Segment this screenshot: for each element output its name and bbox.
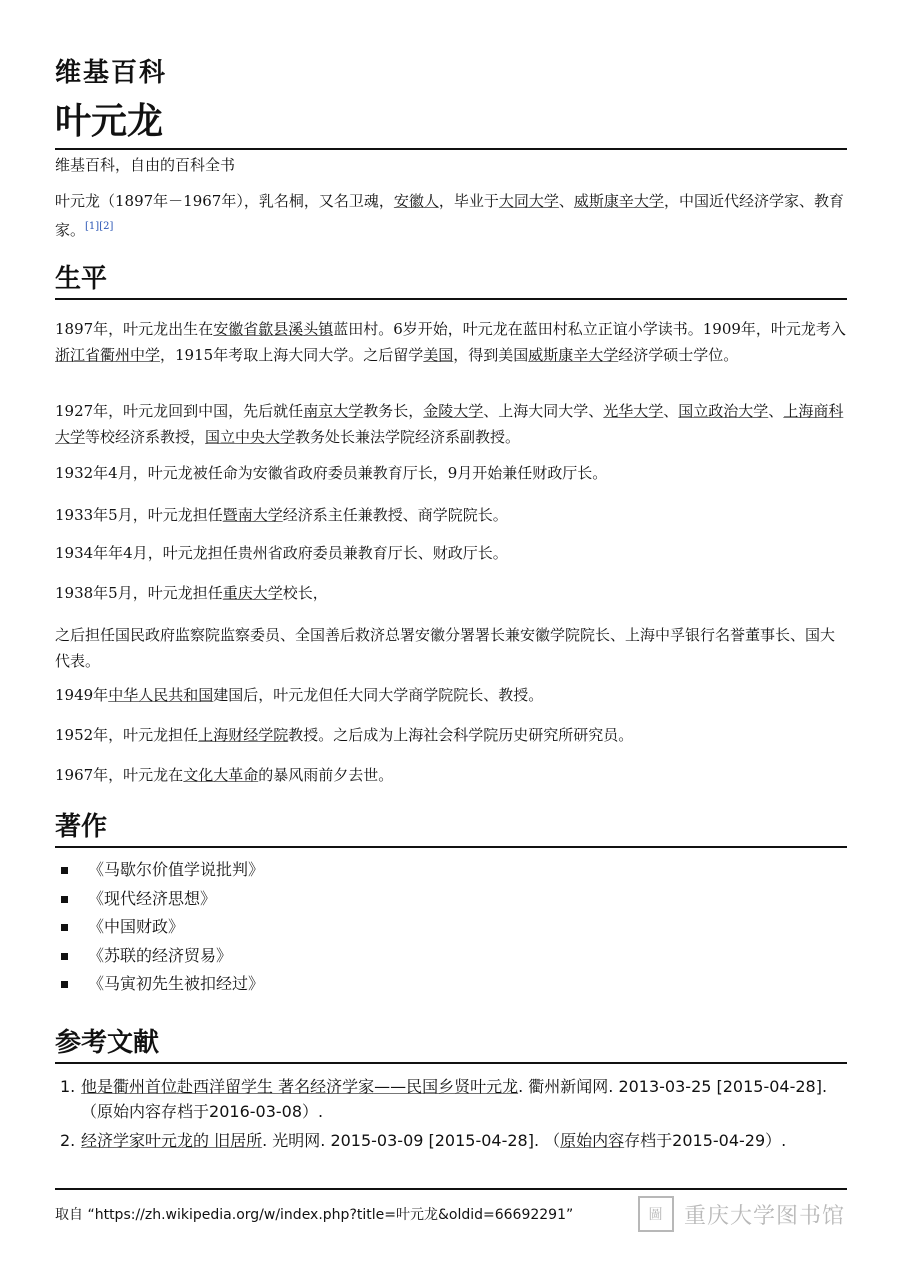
list-item xyxy=(55,970,264,999)
archive-link[interactable]: 原始内容 xyxy=(560,1131,625,1150)
life-paragraph: 1932年4月，叶元龙被任命为安徽省政府委员兼教育厅长，9月开始兼任财政厅长。 xyxy=(55,464,608,482)
link-national-political-university[interactable]: 国立政治大学 xyxy=(678,402,769,420)
life-text: 1938年5月，叶元龙担任 xyxy=(55,584,223,602)
link-quzhou-school[interactable]: 浙江省衢州中学 xyxy=(55,346,161,364)
link-nanjing-university[interactable]: 南京大学 xyxy=(303,402,364,420)
work-title: 《马寅初先生被扣经过》 xyxy=(88,974,265,993)
work-title: 《中国财政》 xyxy=(88,917,185,936)
archive-text: 原始内容存档 xyxy=(97,1102,194,1121)
watermark-text: 重庆大学图书馆 xyxy=(684,1203,846,1229)
reference-text: . 衢州新闻网. 2013-03-25 [2015-04-28]. （ xyxy=(81,1077,828,1121)
work-title: 《马歇尔价值学说批判》 xyxy=(88,860,265,879)
work-title: 《现代经济思想》 xyxy=(88,888,217,908)
life-text: 1952年，叶元龙担任 xyxy=(55,726,199,744)
link-chongqing-university[interactable]: 重庆大学 xyxy=(222,584,283,602)
life-text: 教务处长兼法学院经济系副教授。 xyxy=(295,428,521,446)
library-watermark xyxy=(638,1194,868,1234)
citation-2[interactable]: [2] xyxy=(99,221,114,232)
section-heading-life: 生平 xyxy=(55,262,847,300)
life-text: 经济系主任兼教授、商学院院长。 xyxy=(282,506,508,524)
works-list xyxy=(55,856,264,999)
link-datong-university[interactable]: 大同大学 xyxy=(498,192,559,210)
link-guanghua-university[interactable]: 光华大学 xyxy=(603,402,664,420)
life-paragraph xyxy=(55,580,847,606)
link-shanghai-commerce-university[interactable]: 上海商科大学 xyxy=(55,402,844,446)
link-national-central-university[interactable]: 国立中央大学 xyxy=(205,428,296,446)
bullet-icon xyxy=(61,896,68,903)
life-paragraph xyxy=(55,762,847,788)
source-url: 取自 “https://zh.wikipedia.org/w/index.php?title=叶元龙&oldid=66692291” xyxy=(55,1207,574,1223)
reference-number: 1. xyxy=(60,1077,76,1096)
tagline: 维基百科，自由的百科全书 xyxy=(55,156,236,174)
life-text: 教务长， xyxy=(363,402,424,420)
link-usa[interactable]: 美国 xyxy=(423,346,454,364)
intro-text: ，中国近代经济学家、教育家。 xyxy=(55,192,844,239)
life-text: 蓝田村。6岁开始，叶元龙在蓝田村私立正谊小学读书。1909年，叶元龙考入 xyxy=(333,320,846,338)
link-shanghai-finance-college[interactable]: 上海财经学院 xyxy=(198,726,289,744)
life-text: 等校经济系教授， xyxy=(85,428,206,446)
link-prc[interactable]: 中华人民共和国 xyxy=(108,686,214,704)
link-anhui-shexian[interactable]: 安徽省歙县溪头镇 xyxy=(213,320,334,338)
citation-1[interactable]: [1] xyxy=(85,221,100,232)
link-wisconsin[interactable]: 威斯康辛大学 xyxy=(528,346,619,364)
life-text: 的暴风雨前夕去世。 xyxy=(258,766,394,784)
life-text: 教授。之后成为上海社会科学院历史研究所研究员。 xyxy=(288,726,634,744)
link-jinan-university[interactable]: 暨南大学 xyxy=(222,506,283,524)
section-heading-works: 著作 xyxy=(55,810,847,848)
bullet-icon xyxy=(61,924,68,931)
life-text: 1949年 xyxy=(55,686,109,704)
life-paragraph xyxy=(55,502,847,528)
life-paragraph xyxy=(55,682,847,708)
intro-text: ，毕业于 xyxy=(438,192,499,210)
life-text: ，1915年考取上海大同大学。之后留学 xyxy=(160,346,424,364)
reference-text: . 光明网. 2015-03-09 [2015-04-28]. （ xyxy=(262,1131,561,1150)
link-jinling-university[interactable]: 金陵大学 xyxy=(423,402,484,420)
link-wisconsin-university[interactable]: 威斯康辛大学 xyxy=(573,192,664,210)
reference-item xyxy=(55,1074,835,1124)
link-anhui[interactable]: 安徽人 xyxy=(393,192,439,210)
reference-number: 2. xyxy=(60,1131,76,1150)
life-text: 1927年，叶元龙回到中国，先后就任 xyxy=(55,402,304,420)
work-title: 《苏联的经济贸易》 xyxy=(88,945,233,965)
life-text: 1967年，叶元龙在 xyxy=(55,766,184,784)
site-name: 维基百科 xyxy=(55,58,168,88)
life-text: 经济学硕士学位。 xyxy=(618,346,739,364)
intro-paragraph xyxy=(55,188,847,243)
life-text: 1933年5月，叶元龙担任 xyxy=(55,506,223,524)
list-item xyxy=(55,885,264,914)
section-heading-references: 参考文献 xyxy=(55,1026,847,1064)
life-paragraph: 1934年年4月，叶元龙担任贵州省政府委员兼教育厅长、财政厅长。 xyxy=(55,544,508,562)
footer-divider xyxy=(55,1188,847,1190)
intro-text: 叶元龙（1897年－1967年），乳名桐，又名卫魂， xyxy=(55,192,394,210)
reference-text: 于2016-03-08）. xyxy=(193,1102,324,1121)
life-paragraph xyxy=(55,316,847,368)
life-text: 建国后，叶元龙但任大同大学商学院院长、教授。 xyxy=(213,686,544,704)
library-logo-icon: 圖 xyxy=(638,1196,674,1232)
link-cultural-revolution[interactable]: 文化大革命 xyxy=(183,766,259,784)
life-text: 、上海大同大学、 xyxy=(483,402,604,420)
list-item xyxy=(55,913,264,942)
life-text: ，得到美国 xyxy=(453,346,529,364)
reference-text: 存档于2015-04-29）. xyxy=(624,1131,787,1150)
bullet-icon xyxy=(61,867,68,874)
life-paragraph: 之后担任国民政府监察院监察委员、全国善后救济总署安徽分署署长兼安徽学院院长、上海中孚银行名誉董事长、国大代表。 xyxy=(55,626,836,670)
list-item xyxy=(55,856,264,885)
reference-item xyxy=(55,1128,835,1153)
bullet-icon xyxy=(61,981,68,988)
life-text: 1897年，叶元龙出生在 xyxy=(55,320,214,338)
life-paragraph xyxy=(55,722,847,748)
bullet-icon xyxy=(61,953,68,960)
reference-link[interactable]: 他是衢州首位赴西洋留学生 著名经济学家——民国乡贤叶元龙 xyxy=(81,1077,519,1096)
intro-text: 、 xyxy=(558,192,574,210)
life-text: 校长， xyxy=(282,584,328,602)
life-text: 、 xyxy=(663,402,679,420)
list-item xyxy=(55,942,264,971)
reference-link[interactable]: 经济学家叶元龙的 旧居所 xyxy=(81,1131,263,1150)
life-paragraph xyxy=(55,398,847,450)
life-text: 、 xyxy=(768,402,784,420)
page-title: 叶元龙 xyxy=(55,98,847,150)
references-list xyxy=(55,1074,835,1157)
